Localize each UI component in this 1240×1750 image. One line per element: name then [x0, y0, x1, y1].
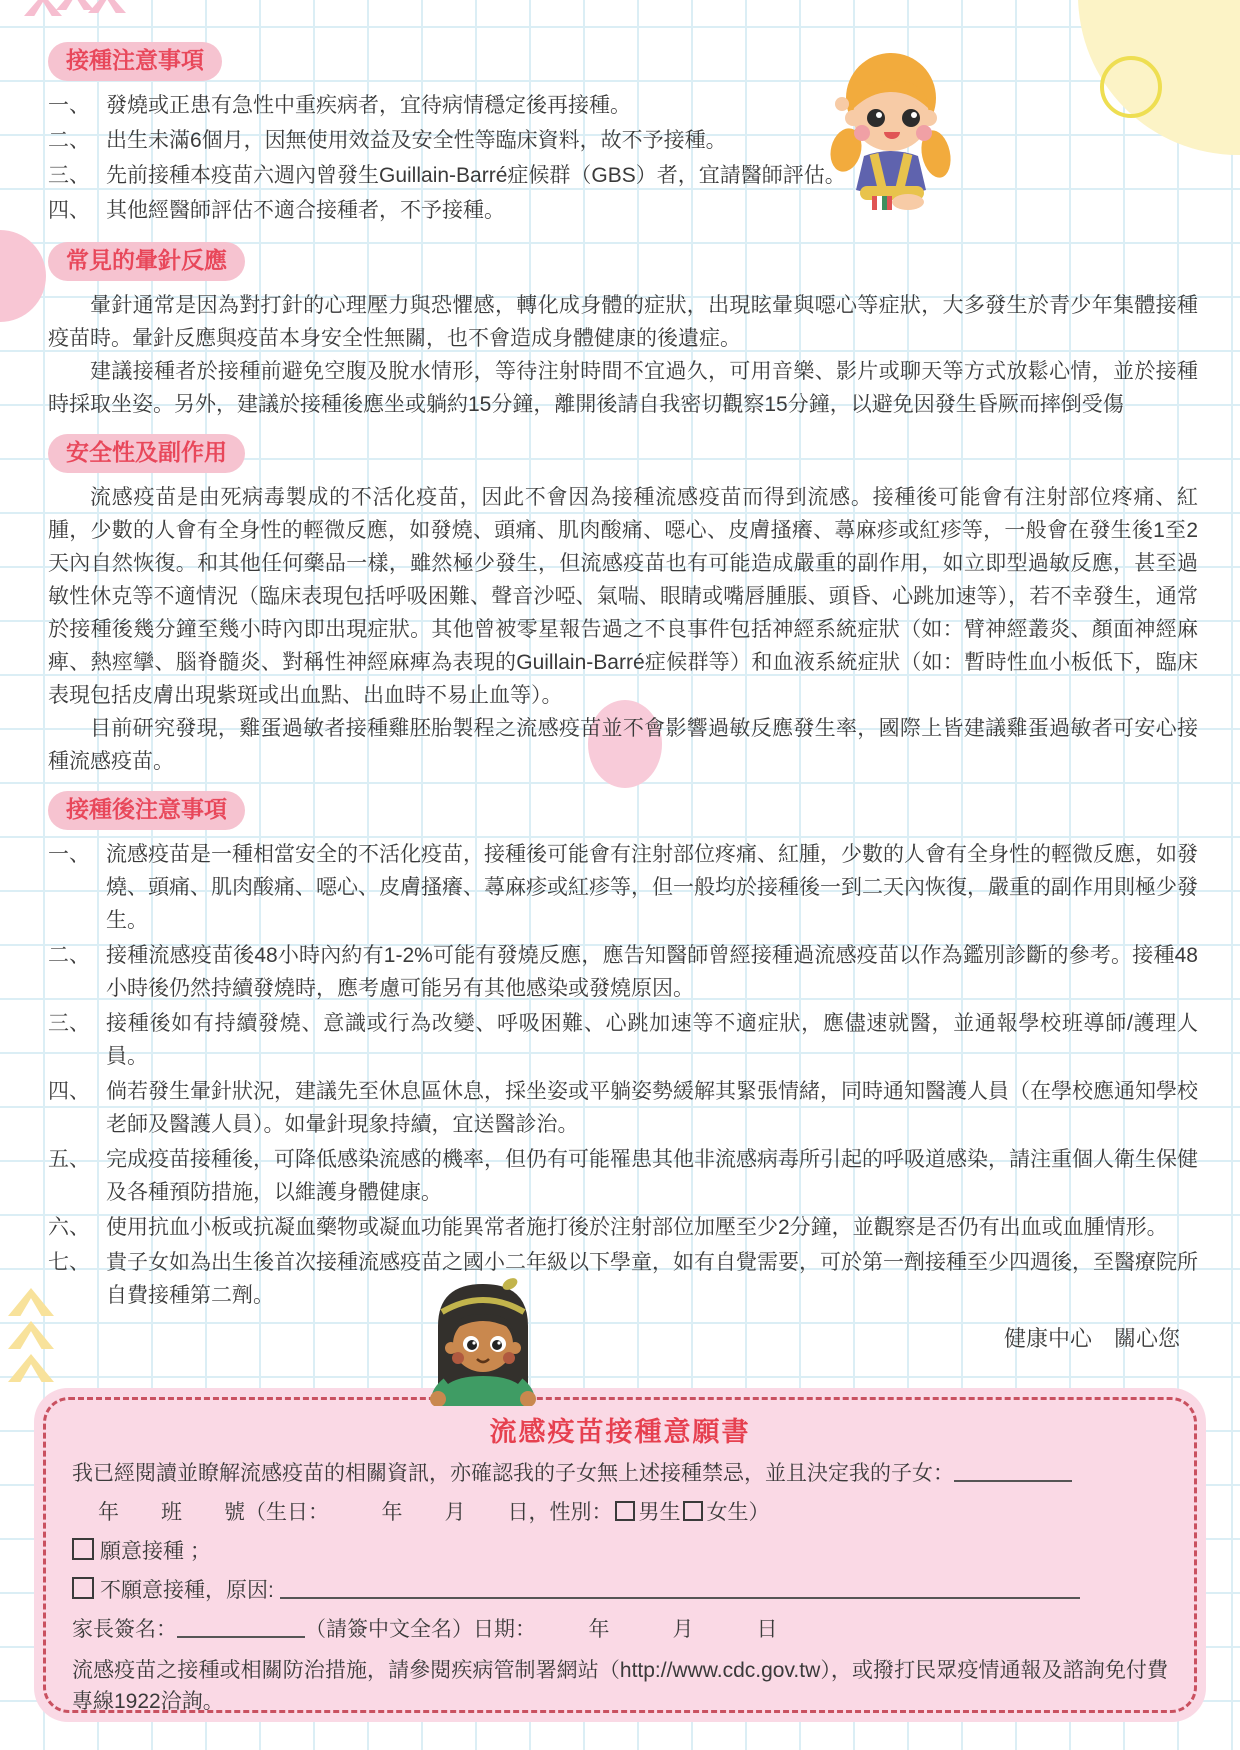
item-number: 二、 [48, 129, 90, 152]
item-text: 出生未滿6個月，因無使用效益及安全性等臨床資料，故不予接種。 [106, 129, 727, 152]
item-text: 流感疫苗是一種相當安全的不活化疫苗，接種後可能會有注射部位疼痛、紅腫，少數的人會有全身性的輕微反應，如發燒、頭痛、肌肉酸痛、噁心、皮膚搔癢、蕁麻疹或紅疹等，但一般均於接種後一到二天內恢復，嚴重的副作用則極少發生。 [106, 843, 1198, 932]
section-heading-precautions: 接種注意事項 [48, 42, 222, 81]
student-info-line [72, 1498, 1168, 1528]
item-number: 一、 [48, 843, 90, 866]
signature-blank[interactable] [177, 1616, 305, 1638]
list-item [48, 89, 1198, 122]
form-intro-line [72, 1459, 1168, 1489]
disagree-label: 不願意接種，原因: [100, 1579, 274, 1602]
item-text: 其他經醫師評估不適合接種者，不予接種。 [106, 199, 505, 222]
closing-signoff: 健康中心 關心您 [1003, 1326, 1180, 1351]
girl-character-bottom [408, 1268, 558, 1406]
list-item [48, 1075, 1198, 1141]
item-text: 接種後如有持續發燒、意識或行為改變、呼吸困難、心跳加速等不適症狀，應儘速就醫，並通報學校班導師/護理人員。 [106, 1012, 1198, 1068]
deco-pink-chevron [24, 0, 62, 16]
consent-form [34, 1388, 1206, 1722]
paragraph: 流感疫苗是由死病毒製成的不活化疫苗，因此不會因為接種流感疫苗而得到流感。接種後可能會有注射部位疼痛、紅腫，少數的人會有全身性的輕微反應，如發燒、頭痛、肌肉酸痛、噁心、皮膚搔癢、蕁麻疹或紅疹等，一般會在發生後1至2天內自然恢復。和其他任何藥品一樣，雖然極少發生，但流感疫苗也有可能造成嚴重的副作用，如立即型過敏反應，甚至過敏性休克等不適情況（臨床表現包括呼吸困難、聲音沙啞、氣喘、眼睛或嘴唇腫脹、頭昏、心跳加速等），若不幸發生，通常於接種後幾分鐘至幾小時內即出現症狀。其他曾被零星報告過之不良事件包括神經系統症狀（如：臂神經叢炎、顏面神經麻痺、熱痙攣、腦脊髓炎、對稱性神經麻痺為表現的Guillain-Barré症候群等）和血液系統症狀（如：暫時性血小板低下，臨床表現包括皮膚出現紫斑或出血點、出血時不易止血等）。 [48, 486, 1198, 707]
item-number: 七、 [48, 1251, 90, 1274]
deco-pink-chevron [56, 0, 94, 10]
signature-label: 家長簽名： [72, 1618, 177, 1641]
list-item [48, 1007, 1198, 1073]
agree-checkbox[interactable] [72, 1538, 94, 1560]
list-item [48, 1143, 1198, 1209]
item-text: 倘若發生暈針狀況，建議先至休息區休息，採坐姿或平躺姿勢緩解其緊張情緒，同時通知醫護人員（在學校應通知學校老師及醫護人員）。如暈針現象持續，宜送醫診治。 [106, 1080, 1198, 1136]
item-number: 五、 [48, 1148, 90, 1171]
item-text: 發燒或正患有急性中重疾病者，宜待病情穩定後再接種。 [106, 94, 631, 117]
male-checkbox[interactable] [615, 1501, 635, 1521]
disagree-option-line [72, 1576, 1168, 1606]
deco-pink-semicircle [0, 230, 46, 322]
paragraph: 目前研究發現，雞蛋過敏者接種雞胚胎製程之流感疫苗並不會影響過敏反應發生率，國際上皆建議雞蛋過敏者可安心接種流感疫苗。 [48, 717, 1198, 773]
precautions-list [48, 89, 1198, 227]
consent-form-inner [43, 1397, 1197, 1713]
female-label: 女生 [706, 1501, 749, 1524]
female-checkbox[interactable] [683, 1501, 703, 1521]
form-title: 流感疫苗接種意願書 [489, 1417, 751, 1447]
date-fields: 日期： 年 月 日 [473, 1618, 778, 1641]
after-care-list [48, 838, 1198, 1312]
student-info-text: 年 班 號（生日： 年 月 日，性別： [98, 1501, 613, 1524]
item-number: 四、 [48, 1080, 90, 1103]
list-item [48, 1211, 1198, 1244]
section-heading-fainting: 常見的暈針反應 [48, 242, 245, 281]
form-footer-note: 流感疫苗之接種或相關防治措施，請參閱疾病管制署網站（http://www.cdc.gov.tw），或撥打民眾疫情通報及諮詢免付費專線1922洽詢。 [72, 1659, 1168, 1713]
list-item [48, 159, 1198, 192]
child-decision-blank[interactable] [954, 1460, 1072, 1482]
disagree-checkbox[interactable] [72, 1577, 94, 1599]
form-intro-text: 我已經閱讀並瞭解流感疫苗的相關資訊，亦確認我的子女無上述接種禁忌，並且決定我的子女： [72, 1462, 954, 1485]
section-heading-after-care: 接種後注意事項 [48, 791, 245, 830]
reason-blank[interactable] [280, 1577, 1080, 1599]
agree-label: 願意接種 ； [100, 1540, 211, 1563]
list-item [48, 124, 1198, 157]
section-heading-safety: 安全性及副作用 [48, 434, 245, 473]
item-text: 完成疫苗接種後，可降低感染流感的機率，但仍有可能罹患其他非流感病毒所引起的呼吸道感染，請注重個人衛生保健及各種預防措施，以維護身體健康。 [106, 1148, 1198, 1204]
item-number: 三、 [48, 164, 90, 187]
deco-pink-chevron [88, 0, 126, 13]
item-number: 一、 [48, 94, 90, 117]
item-number: 三、 [48, 1012, 90, 1035]
item-text: 先前接種本疫苗六週內曾發生Guillain-Barré症候群（GBS）者，宜請醫師評估。 [106, 164, 846, 187]
paragraph: 建議接種者於接種前避免空腹及脫水情形，等待注射時間不宜過久，可用音樂、影片或聊天等方式放鬆心情，並於接種時採取坐姿。另外，建議於接種後應坐或躺約15分鐘，離開後請自我密切觀察15分鐘，以避免因發生昏厥而摔倒受傷 [48, 360, 1198, 416]
student-info-close: ） [748, 1501, 770, 1524]
agree-option-line [72, 1537, 1168, 1567]
paragraph: 暈針通常是因為對打針的心理壓力與恐懼感，轉化成身體的症狀，出現眩暈與噁心等症狀，大多發生於青少年集體接種疫苗時。暈針反應與疫苗本身安全性無關，也不會造成身體健康的後遺症。 [48, 294, 1198, 350]
list-item [48, 194, 1198, 227]
deco-yellow-chevron [8, 1354, 54, 1382]
item-number: 四、 [48, 199, 90, 222]
list-item [48, 939, 1198, 1005]
notice-body [48, 42, 1198, 1353]
list-item [48, 1246, 1198, 1312]
item-text: 接種流感疫苗後48小時內約有1-2%可能有發燒反應，應告知醫師曾經接種過流感疫苗以作為鑑別診斷的參考。接種48小時後仍然持續發燒時，應考慮可能另有其他感染或發燒原因。 [106, 944, 1198, 1000]
item-number: 六、 [48, 1216, 90, 1239]
signature-line [72, 1615, 1168, 1645]
signature-note: （請簽中文全名） [305, 1618, 473, 1641]
male-label: 男生 [638, 1501, 681, 1524]
item-text: 貴子女如為出生後首次接種流感疫苗之國小二年級以下學童，如有自覺需要，可於第一劑接種至少四週後，至醫療院所自費接種第二劑。 [106, 1251, 1198, 1307]
list-item [48, 838, 1198, 937]
item-number: 二、 [48, 944, 90, 967]
item-text: 使用抗血小板或抗凝血藥物或凝血功能異常者施打後於注射部位加壓至少2分鐘，並觀察是否仍有出血或血腫情形。 [106, 1216, 1168, 1239]
